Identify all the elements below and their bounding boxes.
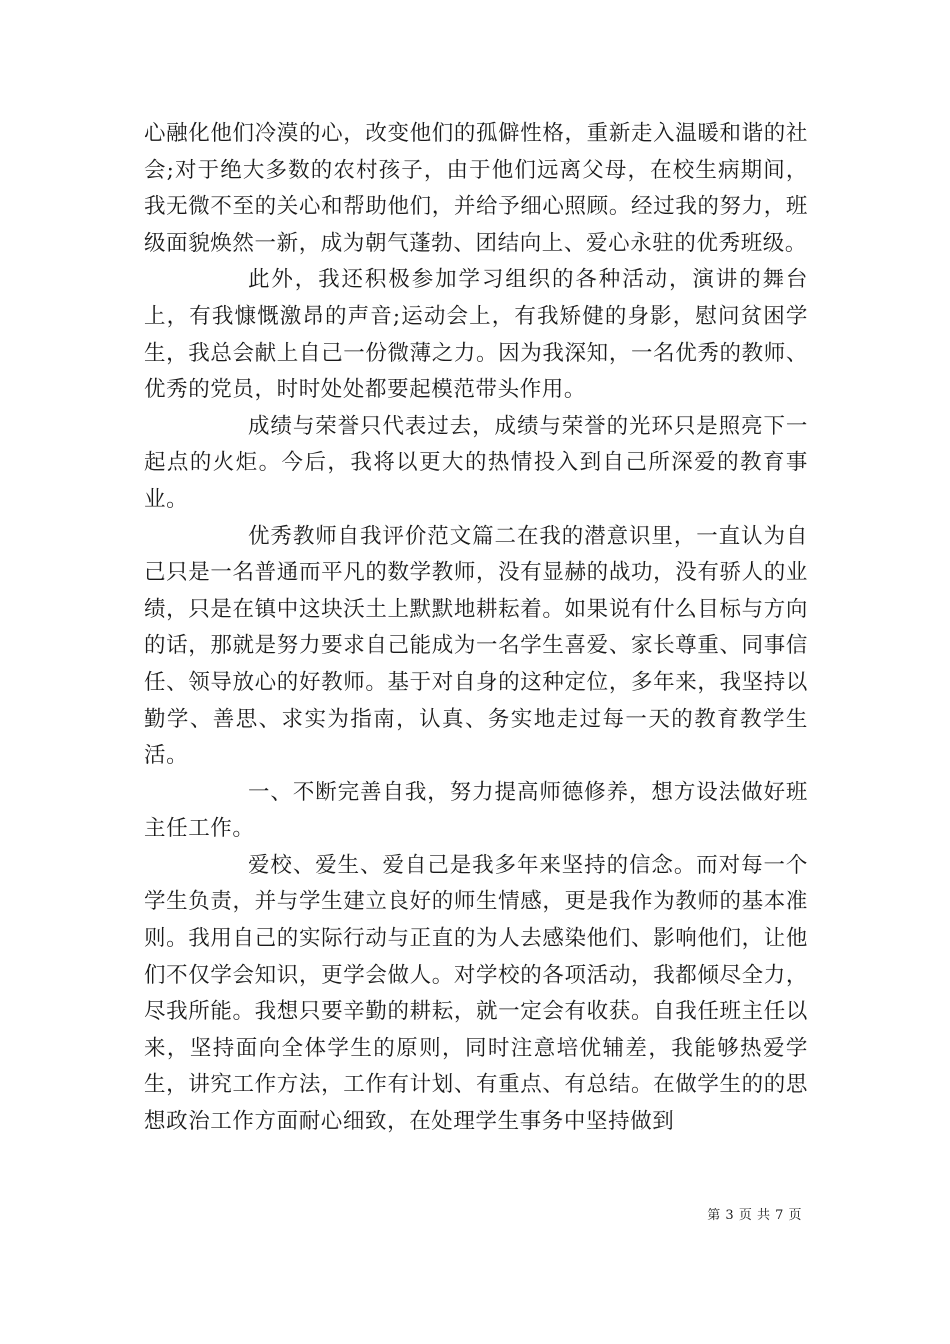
paragraph-5: 爱校、爱生、爱自己是我多年来坚持的信念。而对每一个学生负责，并与学生建立良好的师生情感，更是我作为教师的基本准则。我用自己的实际行动与正直的为人去感染他们、影响他们，让他们不仅学会知识，更学会做人。对学校的各项活动，我都倾尽全力，尽我所能。我想只要辛勤的耕耘，就一定会有收获。自我任班主任以来，坚持面向全体学生的原则，同时注意培优辅差，我能够热爱学生，讲究工作方法，工作有计划、有重点、有总结。在做学生的的思想政治工作方面耐心细致，在处理学生事务中坚持做到	[144, 852, 808, 1135]
paragraph-4: 优秀教师自我评价范文篇二在我的潜意识里，一直认为自己只是一名普通而平凡的数学教师，没有显赫的战功，没有骄人的业绩，只是在镇中这块沃土上默默地耕耘着。如果说有什么目标与方向的话，那就是努力要求自己能成为一名学生喜爱、家长尊重、同事信任、领导放心的好教师。基于对自身的这种定位，多年来，我坚持以勤学、善思、求实为指南，认真、务实地走过每一天的教育教学生活。	[144, 523, 808, 769]
document-body	[144, 116, 808, 1141]
section-heading-1: 一、不断完善自我，努力提高师德修养，想方设法做好班主任工作。	[144, 779, 808, 842]
paragraph-3: 成绩与荣誉只代表过去，成绩与荣誉的光环只是照亮下一起点的火炬。今后，我将以更大的热情投入到自己所深爱的教育事业。	[144, 413, 808, 512]
paragraph-1: 心融化他们冷漠的心，改变他们的孤僻性格，重新走入温暖和谐的社会;对于绝大多数的农村孩子，由于他们远离父母，在校生病期间，我无微不至的关心和帮助他们，并给予细心照顾。经过我的努力，班级面貌焕然一新，成为朝气蓬勃、团结向上、爱心永驻的优秀班级。	[144, 121, 808, 256]
page-number-footer: 第 3 页 共 7 页	[707, 1208, 802, 1223]
paragraph-2: 此外，我还积极参加学习组织的各种活动，演讲的舞台上，有我慷慨激昂的声音;运动会上，有我矫健的身影，慰问贫困学生，我总会献上自己一份微薄之力。因为我深知，一名优秀的教师、优秀的党员，时时处处都要起模范带头作用。	[144, 267, 808, 403]
